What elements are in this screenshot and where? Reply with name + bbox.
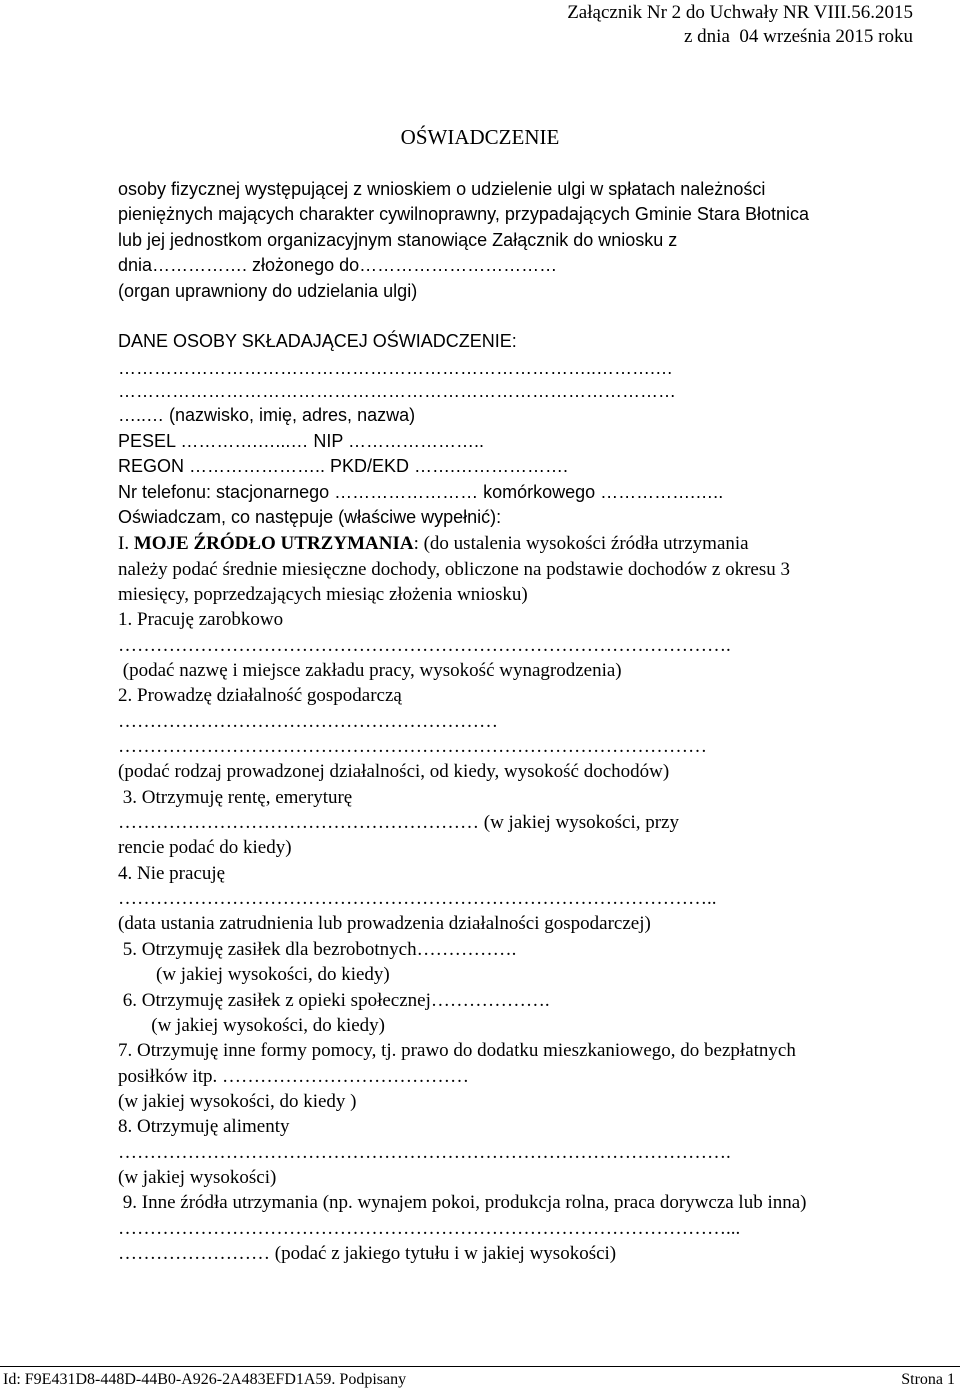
personal-regon-line: REGON ………………….. PKD/EKD …….………………. bbox=[118, 456, 569, 476]
personal-declare-line: Oświadczam, co następuje (właściwe wypełnić): bbox=[118, 507, 502, 527]
intro-line-5: (organ uprawniony do udzielania ulgi) bbox=[118, 281, 418, 301]
item-2-hint: (podać rodzaj prowadzonej działalności, od kiedy, wysokość dochodów) bbox=[118, 761, 670, 782]
item-6-hint: (w jakiej wysokości, do kiedy) bbox=[118, 1015, 386, 1036]
footer-divider bbox=[0, 1366, 960, 1367]
item-2: 2. Prowadzę działalność gospodarczą bbox=[118, 685, 402, 706]
income-line-2: należy podać średnie miesięczne dochody, obliczone na podstawie dochodów z okresu 3 bbox=[118, 559, 790, 580]
item-3-cont: rencie podać do kiedy) bbox=[118, 837, 292, 858]
item-8-hint: (w jakiej wysokości) bbox=[118, 1167, 277, 1188]
income-heading-rest: : (do ustalenia wysokości źródła utrzymania bbox=[413, 533, 749, 554]
header-attachment-line: Załącznik Nr 2 do Uchwały NR VIII.56.2015 bbox=[567, 2, 913, 23]
item-9-dots: ……………………………………………………………………………………... bbox=[118, 1218, 741, 1239]
personal-name-line: …..… (nazwisko, imię, adres, nazwa) bbox=[118, 405, 416, 425]
personal-pesel-line: PESEL ………….…...… NIP ………………….. bbox=[118, 431, 485, 451]
personal-dots-2: ………………………………………………………………………………… bbox=[118, 381, 676, 401]
item-4-hint: (data ustania zatrudnienia lub prowadzenia działalności gospodarczej) bbox=[118, 913, 651, 934]
personal-phone-line: Nr telefonu: stacjonarnego …………………… komórkowego …………….….. bbox=[118, 482, 724, 502]
item-3: 3. Otrzymuję rentę, emeryturę bbox=[118, 787, 353, 808]
item-7-cont: posiłków itp. ………………………………… bbox=[118, 1066, 469, 1087]
item-9: 9. Inne źródła utrzymania (np. wynajem pokoi, produkcja rolna, praca dorywcza lub inna) bbox=[118, 1192, 807, 1213]
footer-page-number: Strona 1 bbox=[901, 1371, 955, 1388]
item-8-dots: ……………………………………………………………………………………. bbox=[118, 1142, 731, 1163]
item-7-hint: (w jakiej wysokości, do kiedy ) bbox=[118, 1091, 357, 1112]
item-5-hint: (w jakiej wysokości, do kiedy) bbox=[118, 964, 390, 985]
item-8: 8. Otrzymuję alimenty bbox=[118, 1116, 290, 1137]
item-6: 6. Otrzymuję zasiłek z opieki społecznej………………. bbox=[118, 990, 550, 1011]
item-2-dots-2: ………………………………………………………………………………… bbox=[118, 736, 707, 757]
intro-line-4: dnia……………. złożonego do…………………………… bbox=[118, 255, 558, 275]
income-heading-title: MOJE ŹRÓDŁO UTRZYMANIA bbox=[133, 533, 414, 554]
intro-line-1: osoby fizycznej występującej z wnioskiem o udzielenie ulgi w spłatach należności bbox=[118, 179, 766, 199]
item-9-hint: …………………… (podać z jakiego tytułu i w jakiej wysokości) bbox=[118, 1243, 617, 1264]
intro-line-2: pieniężnych mających charakter cywilnoprawny, przypadających Gminie Stara Błotnica bbox=[118, 204, 809, 224]
item-1-hint: (podać nazwę i miejsce zakładu pracy, wysokość wynagrodzenia) bbox=[118, 660, 622, 681]
item-1-dots: ……………………………………………………………………………………. bbox=[118, 635, 731, 656]
income-line-3: miesięcy, poprzedzających miesiąc złożenia wniosku) bbox=[118, 584, 528, 605]
income-heading bbox=[118, 534, 749, 553]
item-5: 5. Otrzymuję zasiłek dla bezrobotnych……………. bbox=[118, 939, 517, 960]
item-3-dots: ………………………………………………… (w jakiej wysokości, przy bbox=[118, 812, 679, 833]
item-1: 1. Pracuję zarobkowo bbox=[118, 609, 284, 630]
footer-document-id: Id: F9E431D8-448D-44B0-A926-2A483EFD1A59. Podpisany bbox=[3, 1371, 407, 1388]
income-heading-number: I. bbox=[118, 533, 134, 554]
personal-heading: DANE OSOBY SKŁADAJĄCEJ OŚWIADCZENIE: bbox=[118, 331, 517, 351]
document-title: OŚWIADCZENIE bbox=[400, 125, 560, 149]
item-2-dots-1: …………………………………………………… bbox=[118, 711, 498, 732]
item-4-dots: ………………………………………………………………………………….. bbox=[118, 888, 717, 909]
header-date-line: z dnia 04 września 2015 roku bbox=[684, 26, 913, 47]
intro-line-3: lub jej jednostkom organizacyjnym stanowiące Załącznik do wniosku z bbox=[118, 230, 678, 250]
personal-dots-1: ……………………………………………………………………..……….… bbox=[118, 358, 674, 378]
item-7: 7. Otrzymuję inne formy pomocy, tj. prawo do dodatku mieszkaniowego, do bezpłatnych bbox=[118, 1040, 796, 1061]
item-4: 4. Nie pracuję bbox=[118, 863, 226, 884]
